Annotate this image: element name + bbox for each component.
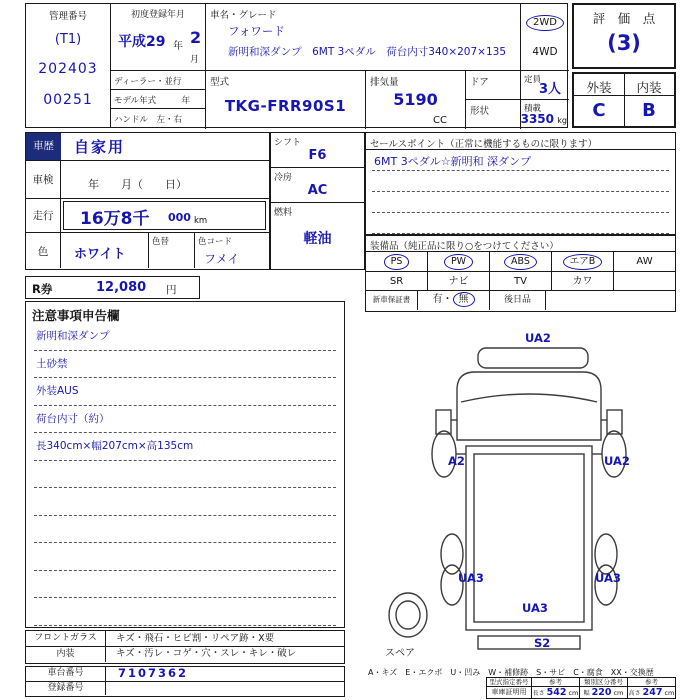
spare-tire-inner — [396, 601, 420, 629]
mark-rear: S2 — [534, 636, 551, 650]
rear-right-wheel-1 — [595, 534, 617, 574]
height-unit: cm — [664, 689, 675, 697]
equip-empty-cell — [614, 272, 675, 290]
chassis-number-value: 7107362 — [118, 666, 189, 680]
dealer-row: ディーラー・並行 — [111, 71, 205, 90]
dims-h4: 参考 — [645, 678, 658, 686]
notes-box — [25, 301, 345, 628]
height-cell — [628, 687, 675, 698]
chassis-registration-box — [25, 666, 345, 697]
warranty-row — [366, 291, 675, 310]
recycle-ticket-unit: 円 — [166, 284, 177, 296]
equip-abs-circled: ABS — [504, 254, 537, 270]
equip-ps-cell — [366, 252, 428, 271]
note-item: 外装AUS — [36, 385, 79, 397]
registration-number-row — [26, 682, 344, 695]
management-number-line3: 00251 — [43, 92, 93, 108]
equip-aw: AW — [636, 256, 653, 267]
header-table — [25, 3, 568, 128]
mileage-rest: 000 — [168, 211, 191, 224]
shape-cell — [466, 100, 520, 128]
height-label: 高さ — [628, 690, 641, 697]
displacement-label: 排気量 — [370, 77, 399, 88]
handle-row: ハンドル 左・右 — [114, 115, 183, 125]
length-cell — [532, 687, 580, 698]
drivetrain-box — [521, 4, 569, 71]
displacement-unit: CC — [433, 115, 447, 126]
note-item: 土砂禁 — [36, 357, 68, 370]
grade-value: (3) — [607, 31, 641, 55]
grade-box — [572, 3, 676, 69]
model-year-row: モデル年式 年 — [111, 90, 205, 109]
fuel-label: 燃料 — [274, 208, 293, 218]
equip-ps-circled: PS — [384, 254, 410, 270]
front-bumper-outline — [478, 348, 588, 368]
mileage-row — [26, 199, 269, 233]
rear-left-wheel-1 — [441, 534, 463, 574]
capacity-cell — [521, 71, 569, 100]
first-registration-box — [111, 4, 206, 71]
chassis-number-label: 車台番号 — [26, 667, 106, 681]
drive-4wd: 4WD — [532, 46, 558, 58]
month-unit: 月 — [190, 55, 200, 65]
notes-lines — [34, 323, 336, 624]
color-divider-1 — [148, 233, 149, 268]
recolor-label: 色替 — [152, 237, 170, 247]
mark-left-rear: UA3 — [458, 571, 484, 585]
height-value: 247 — [642, 687, 663, 698]
color-row — [26, 233, 269, 268]
front-glass-label: フロントガラス — [26, 631, 106, 646]
registration-number-value — [106, 682, 344, 695]
color-code-label: 色コード — [198, 237, 233, 247]
equip-navi: ナビ — [448, 276, 469, 287]
note-item: 新明和深ダンプ — [36, 330, 110, 342]
dims-h3: 類別区分番号 — [580, 678, 628, 686]
equip-tv: TV — [514, 276, 527, 287]
color-label: 色 — [26, 233, 61, 268]
equipment-box — [365, 235, 676, 312]
shaken-row — [26, 161, 269, 199]
shaken-date-blanks: 年 月（ 日） — [88, 178, 187, 191]
note-line — [34, 378, 336, 406]
car-name-label: 車名・グレード — [210, 10, 277, 21]
color-code-value: フメイ — [204, 252, 240, 266]
management-number-line1: (T1) — [54, 32, 82, 47]
model-code-label: 型式 — [210, 77, 230, 88]
note-line — [34, 543, 336, 571]
equip-airbag-circled: エアB — [563, 254, 603, 270]
warranty-yes: 有・ — [432, 294, 453, 305]
dims-value-row — [487, 687, 675, 698]
mark-left-front: A2 — [448, 454, 465, 468]
equip-airbag-cell — [552, 252, 614, 271]
note-line — [34, 433, 336, 461]
interior-condition-row — [26, 647, 344, 662]
ac-value: AC — [307, 183, 328, 198]
length-unit: cm — [568, 689, 579, 697]
management-number-line2: 202403 — [38, 61, 98, 77]
equipment-row-1 — [366, 252, 675, 272]
garage-label: 車庫証明用 — [487, 687, 532, 698]
mark-right-front: UA2 — [604, 454, 630, 468]
spare-tire-label: スペア — [385, 648, 415, 659]
load-unit: kg — [557, 116, 567, 125]
shift-row — [271, 133, 364, 168]
width-unit: cm — [613, 689, 624, 697]
registration-year: 平成29 — [118, 34, 166, 50]
equipment-title: 装備品（純正品に限り○をつけてください） — [366, 236, 675, 252]
ac-label: 冷房 — [274, 173, 293, 183]
ac-row — [271, 168, 364, 203]
car-grade-value: 新明和深ダンプ 6MT 3ペダル 荷台内寸340×207×135 — [228, 46, 506, 58]
front-glass-options: キズ・飛石・ヒビ割・リペア跡・X要 — [116, 633, 275, 644]
mark-right-rear: UA3 — [595, 571, 621, 585]
width-label: 幅 — [583, 690, 590, 697]
recycle-ticket-box — [25, 276, 200, 299]
note-item: 荷台内寸（約） — [36, 412, 110, 425]
drive-2wd-circled: 2WD — [526, 15, 564, 31]
registration-number-label: 登録番号 — [26, 682, 106, 695]
shift-label: シフト — [274, 138, 302, 148]
dealer-handle-box — [111, 71, 206, 129]
shaken-label: 車検 — [26, 161, 61, 198]
note-line — [34, 516, 336, 544]
note-line — [34, 461, 336, 489]
first-registration-label: 初度登録年月 — [130, 10, 185, 20]
shift-value: F6 — [308, 148, 327, 163]
interior-condition-label: 内装 — [26, 647, 106, 662]
cab-outline — [457, 372, 601, 440]
dims-h1: 型式指定番号 — [487, 678, 532, 686]
model-code-box — [206, 71, 366, 129]
history-row — [26, 133, 269, 161]
interior-label: 内装 — [636, 80, 662, 95]
door-label: ドア — [470, 77, 489, 88]
windshield-line — [461, 394, 597, 402]
dims-header-row — [487, 678, 675, 687]
equip-pw-cell — [428, 252, 490, 271]
color-divider-2 — [194, 233, 195, 268]
later-items-label: 後日品 — [490, 291, 546, 310]
equip-tv-cell — [490, 272, 552, 290]
grade-label: 評 価 点 — [592, 11, 656, 26]
glass-interior-box — [25, 630, 345, 664]
notes-title: 注意事項申告欄 — [32, 308, 120, 323]
rear-bumper-outline — [478, 636, 580, 649]
model-code-value: TKG-FRR90S1 — [224, 97, 347, 115]
equip-sr-cell — [366, 272, 428, 290]
registration-month: 2 — [190, 28, 202, 47]
history-value: 自家用 — [74, 138, 126, 156]
damage-legend: A・キズ E・エクボ U・凹み W・補修跡 S・サビ C・腐食 XX・交換歴 — [368, 668, 654, 677]
equip-navi-cell — [428, 272, 490, 290]
management-number-label: 管理番号 — [48, 11, 87, 22]
shift-ac-fuel-table — [270, 132, 365, 270]
mileage-main: 16万8千 — [80, 209, 150, 229]
mileage-value-box — [63, 201, 266, 230]
car-name-box — [206, 4, 521, 71]
year-unit: 年 — [173, 41, 183, 52]
mileage-label: 走行 — [26, 199, 61, 232]
color-value: ホワイト — [74, 247, 126, 262]
note-line — [34, 323, 336, 351]
sales-point-title: セールスポイント（正常に機能するものに限ります） — [366, 133, 675, 150]
interior-grade: B — [642, 100, 656, 121]
sales-point-line-3 — [372, 192, 669, 213]
displacement-value: 5190 — [393, 90, 438, 109]
door-cell — [466, 71, 520, 100]
mileage-unit: km — [194, 216, 208, 226]
exterior-grade: C — [592, 100, 606, 121]
sales-point-box — [365, 132, 676, 235]
vehicle-info-table — [25, 132, 270, 270]
later-items-value — [546, 291, 675, 310]
equip-aw-cell — [614, 252, 675, 271]
damage-diagram — [348, 314, 676, 660]
management-number-box — [26, 4, 111, 127]
equip-leather-cell — [552, 272, 614, 290]
load-label: 積載 — [524, 104, 542, 114]
length-label: 長さ — [532, 690, 545, 697]
capacity-load-box — [521, 71, 569, 129]
warranty-value-cell — [418, 291, 490, 310]
exterior-label: 外装 — [586, 80, 612, 95]
note-item: 長340cm×幅207cm×高135cm — [36, 440, 194, 452]
shape-label: 形状 — [470, 106, 490, 117]
fuel-row — [271, 203, 364, 267]
displacement-box — [366, 71, 466, 129]
exterior-interior-box — [572, 72, 676, 128]
door-shape-box — [466, 71, 521, 129]
width-cell — [580, 687, 628, 698]
truck-top-view — [348, 314, 676, 660]
recycle-ticket-value: 12,080 — [96, 280, 147, 295]
dims-h2: 参考 — [532, 678, 580, 686]
note-line — [34, 598, 336, 626]
note-line — [34, 406, 336, 434]
note-line — [34, 351, 336, 379]
garage-dimensions-table — [486, 677, 676, 699]
length-value: 542 — [546, 687, 567, 698]
chassis-number-row — [26, 667, 344, 682]
spare-tire-outline — [389, 593, 427, 637]
equip-abs-cell — [490, 252, 552, 271]
interior-condition-options: キズ・汚レ・コゲ・穴・スレ・キレ・破レ — [116, 648, 297, 659]
capacity-value: 3人 — [538, 82, 561, 97]
capacity-label: 定員 — [524, 75, 542, 85]
history-label: 車歴 — [26, 133, 61, 160]
note-line — [34, 571, 336, 599]
mark-rear-center: UA3 — [522, 601, 548, 615]
sales-point-line-4 — [372, 213, 669, 234]
bed-inner-outline — [474, 454, 584, 622]
sales-point-line-1 — [372, 150, 669, 171]
width-value: 220 — [591, 687, 612, 698]
equip-pw-circled: PW — [444, 254, 473, 270]
fuel-value: 軽油 — [303, 231, 332, 247]
equip-leather: カワ — [572, 276, 593, 287]
load-cell — [521, 100, 569, 128]
load-value: 3350 — [520, 112, 554, 126]
equip-sr: SR — [389, 276, 404, 287]
note-line — [34, 488, 336, 516]
warranty-label: 新車保証書 — [366, 291, 418, 310]
equipment-row-2 — [366, 272, 675, 291]
sales-point-lines — [372, 150, 669, 232]
sales-point-line-2 — [372, 171, 669, 192]
drive-2wd-wrap — [521, 10, 569, 31]
car-name-value: フォワード — [228, 24, 285, 38]
warranty-no-circled: 無 — [453, 292, 475, 307]
front-glass-row — [26, 631, 344, 647]
recycle-ticket-label: R券 — [32, 282, 53, 296]
mark-front: UA2 — [525, 331, 551, 345]
sales-point-text: 6MT 3ペダル☆新明和 深ダンプ — [374, 155, 532, 168]
